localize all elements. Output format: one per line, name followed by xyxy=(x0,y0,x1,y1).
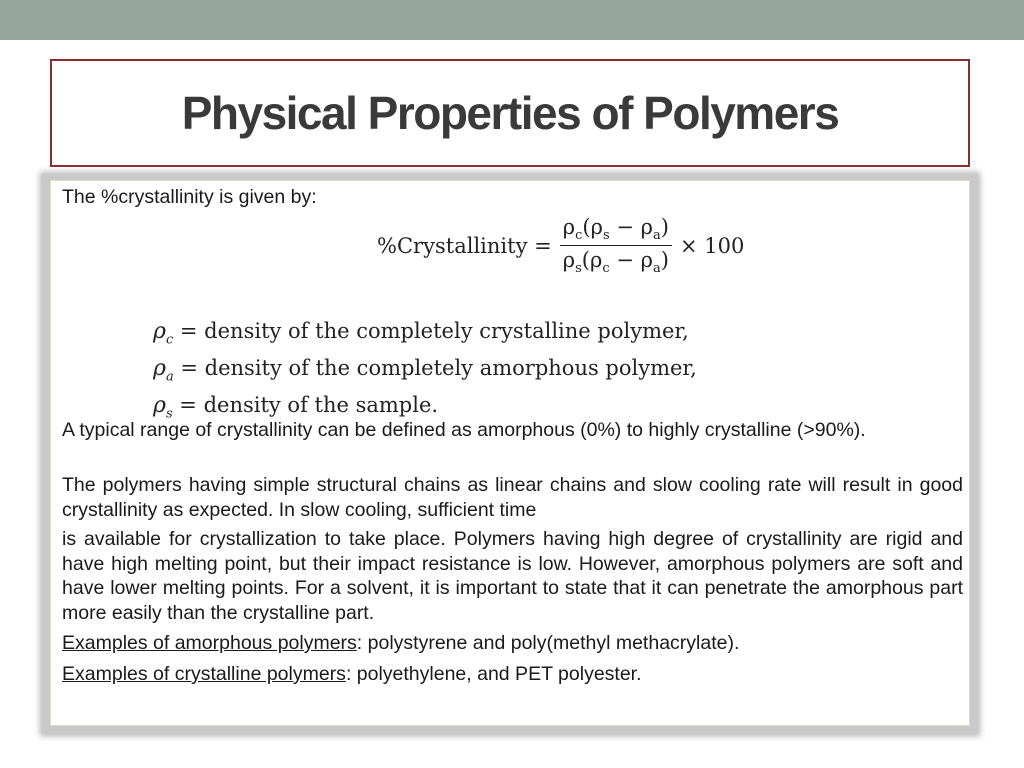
definition-text: = density of the completely crystalline polymer, xyxy=(179,319,689,343)
intro-text: The %crystallinity is given by: xyxy=(62,186,317,208)
examples-crystalline-label: Examples of crystalline polymers xyxy=(62,663,346,685)
definition-text: = density of the sample. xyxy=(179,393,439,417)
definition-symbol: $\rho_c$ xyxy=(153,319,174,348)
symbol-definitions xyxy=(153,313,697,424)
definition-row xyxy=(153,350,697,387)
paragraph-structural-chains: The polymers having simple structural chains as linear chains and slow cooling rate will result in good crystallinity as expected. In slow cooling, sufficient time xyxy=(62,474,963,521)
content-frame xyxy=(42,174,978,734)
definition-row xyxy=(153,313,697,350)
formula-denominator: $\rho_s(\rho_c - \rho_a)$ xyxy=(562,248,669,277)
fraction-bar xyxy=(560,245,672,246)
title-box xyxy=(50,59,970,167)
examples-amorphous xyxy=(62,631,963,656)
definition-text: = density of the completely amorphous polymer, xyxy=(180,356,697,380)
examples-amorphous-text: : polystyrene and poly(methyl methacrylate). xyxy=(356,632,740,654)
formula-lhs: %Crystallinity = xyxy=(377,233,552,258)
examples-crystalline-text: : polyethylene, and PET polyester. xyxy=(345,663,642,685)
examples-crystalline xyxy=(62,662,963,687)
paragraph-crystallinity-range: A typical range of crystallinity can be defined as amorphous (0%) to highly crystalline (>90%). xyxy=(62,419,866,441)
content-panel xyxy=(50,180,970,726)
definition-symbol: $\rho_a$ xyxy=(153,356,174,385)
examples-amorphous-label: Examples of amorphous polymers xyxy=(62,632,357,654)
formula-fraction xyxy=(560,215,672,276)
slide-title: Physical Properties of Polymers xyxy=(181,87,839,139)
top-decorative-band xyxy=(0,0,1024,40)
formula-numerator: $\rho_c(\rho_s - \rho_a)$ xyxy=(562,215,669,244)
crystallinity-formula xyxy=(377,215,744,276)
formula-multiplier: × 100 xyxy=(679,233,745,258)
definition-symbol: $\rho_s$ xyxy=(153,393,173,422)
paragraph-properties: is available for crystallization to take place. Polymers having high degree of crystallinity are rigid and have high melting point, but their impact resistance is low. However, amorphous polymers are soft and have lower melting points. For a solvent, it is important to state that it can penetrate the amorphous part more easily than the crystalline part. xyxy=(62,528,963,624)
